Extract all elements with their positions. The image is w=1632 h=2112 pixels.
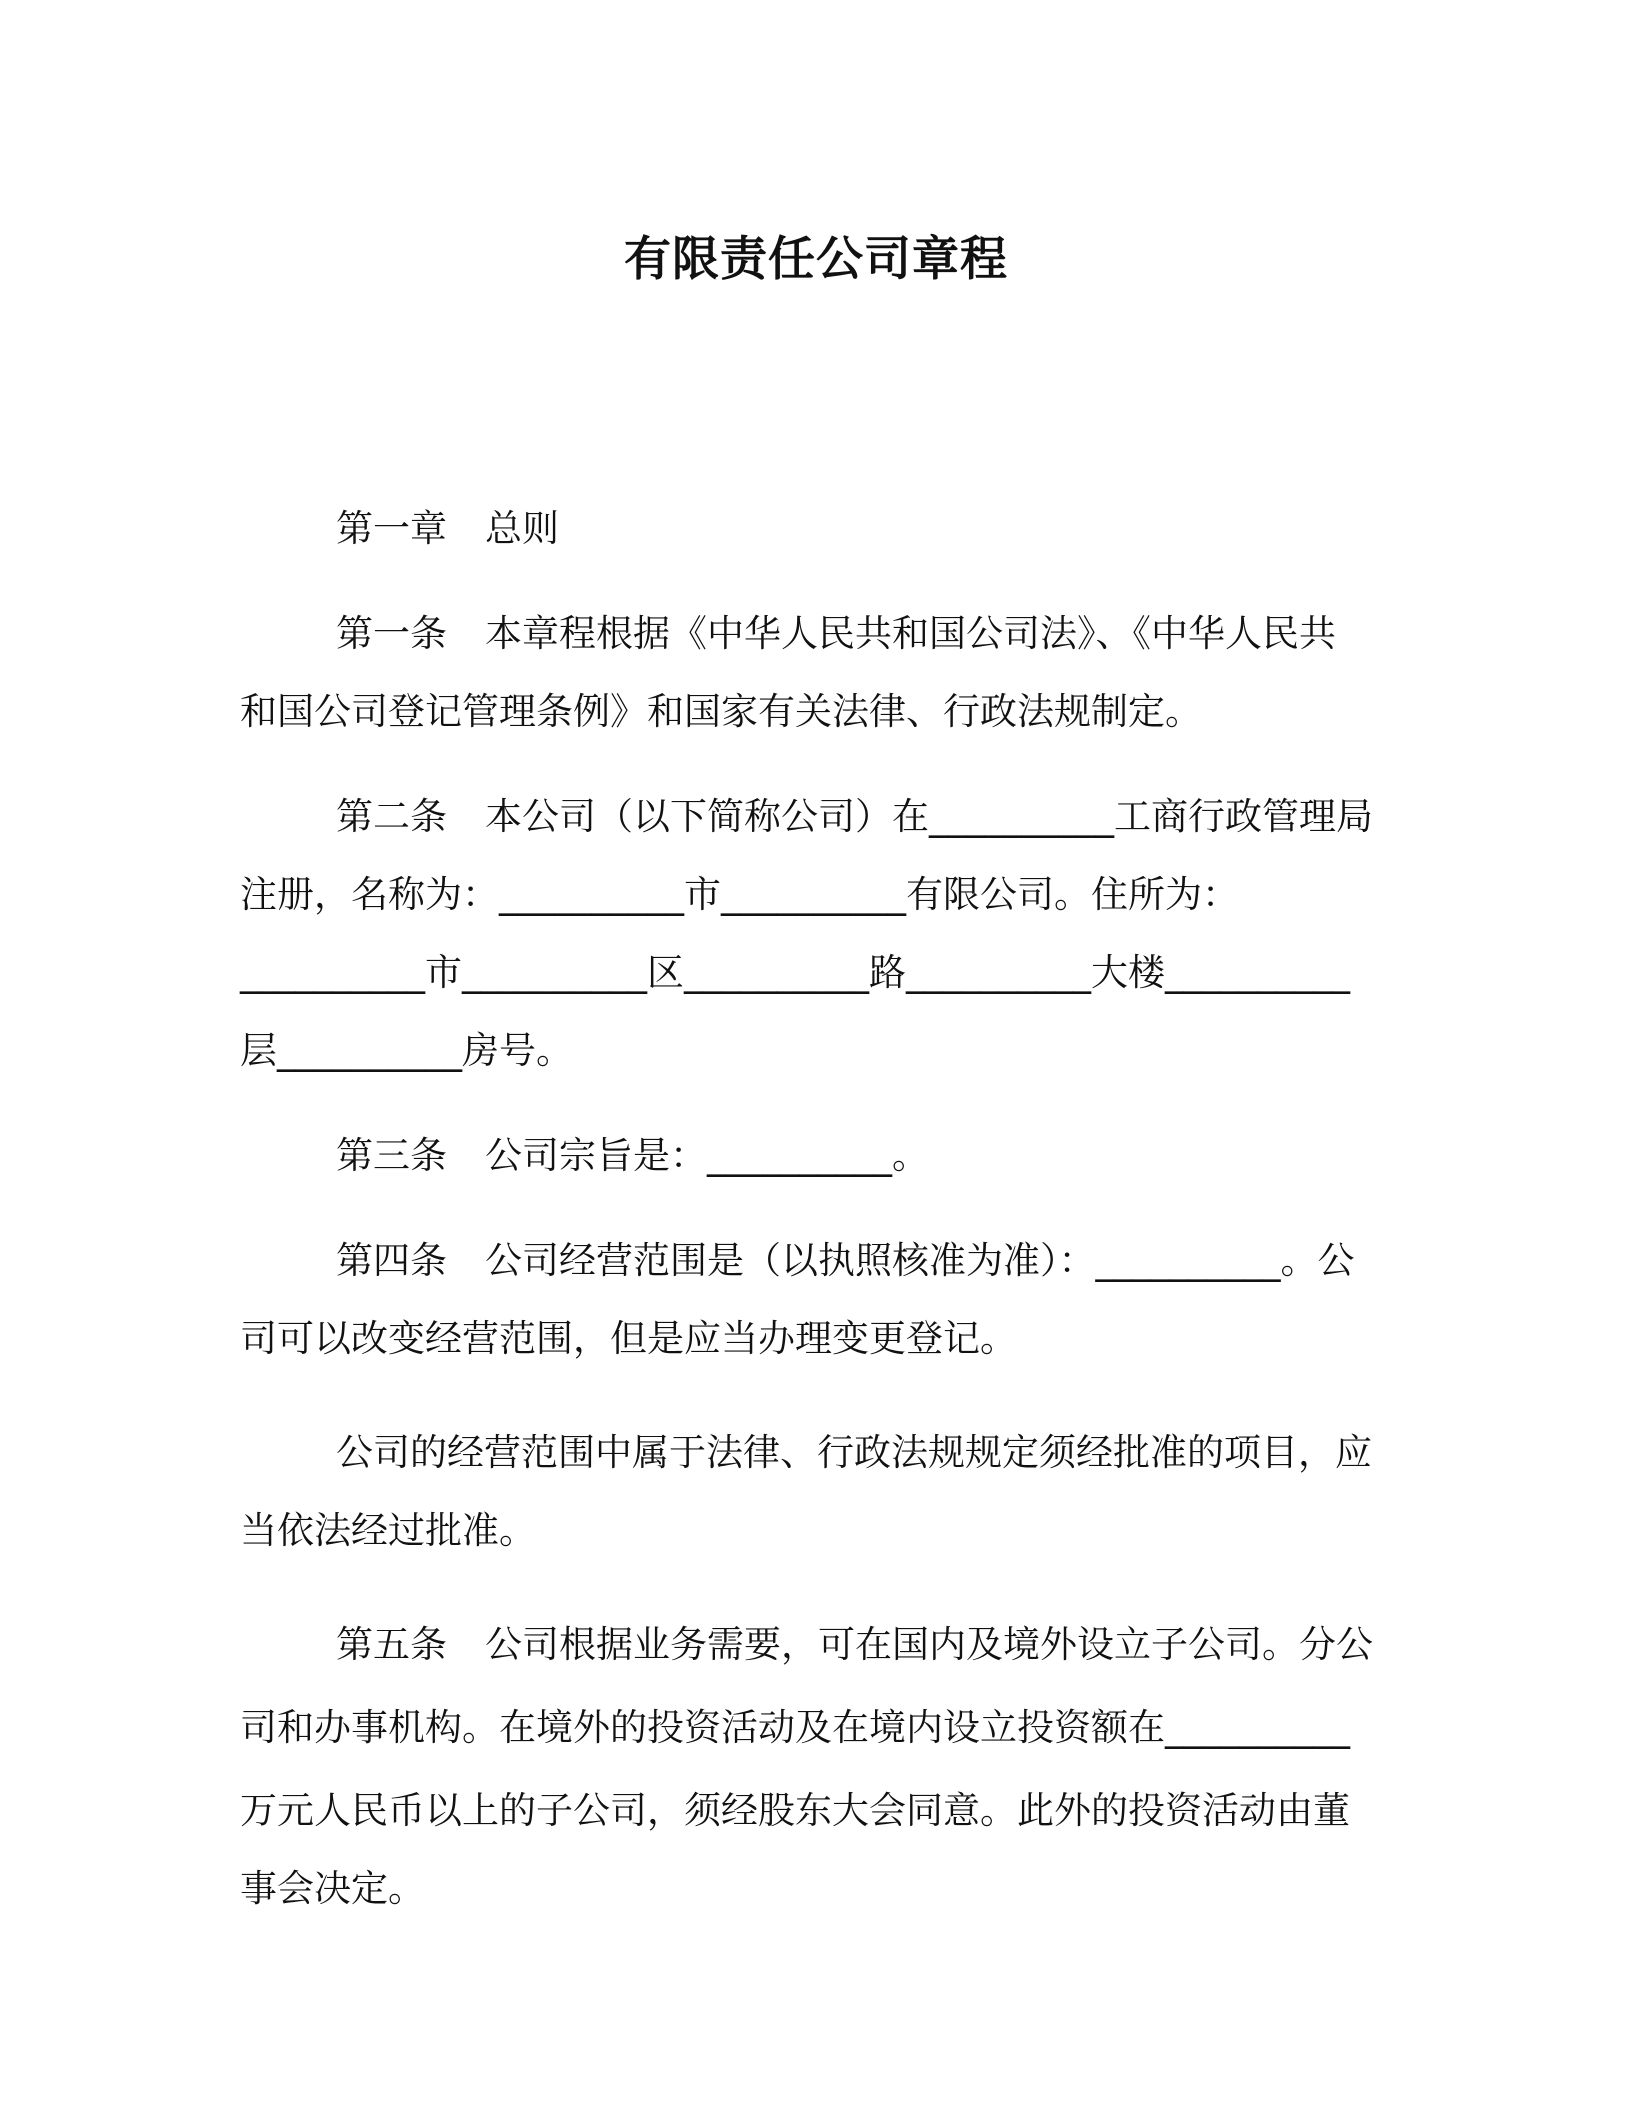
article-line: 司和办事机构。在境外的投资活动及在境内设立投资额在__________ — [240, 1706, 1350, 1749]
chapter-heading — [240, 490, 1370, 568]
article-line: 当依法经过批准。 — [240, 1509, 536, 1552]
article-line: 公司的经营范围中属于法律、行政法规规定须经批准的项目，应 — [336, 1431, 1372, 1474]
document-title: 有限责任公司章程 — [624, 232, 1008, 287]
article-line: 注册，名称为：__________市__________有限公司。住所为： — [240, 873, 1239, 916]
article-label: 第二条 — [336, 795, 447, 838]
article-3 — [240, 1117, 1370, 1195]
article-4 — [240, 1222, 1370, 1378]
chapter-number: 第一章 — [336, 507, 447, 550]
document-body — [240, 490, 1373, 1928]
article-line: 万元人民币以上的子公司，须经股东大会同意。此外的投资活动由董 — [240, 1789, 1350, 1832]
article-line: 事会决定。 — [240, 1867, 425, 1910]
article-line: 层__________房号。 — [240, 1029, 573, 1072]
chapter-name: 总则 — [485, 507, 559, 550]
article-line — [240, 1606, 1373, 1684]
article-label: 第三条 — [336, 1134, 447, 1177]
article-line: 司可以改变经营范围，但是应当办理变更登记。 — [240, 1317, 1017, 1360]
article-label: 第四条 — [336, 1239, 447, 1282]
article-text: 公司经营范围是（以执照核准为准）：__________。公 — [485, 1239, 1355, 1282]
article-text: 本公司（以下简称公司）在__________工商行政管理局 — [485, 795, 1373, 838]
article-label: 第一条 — [336, 612, 447, 655]
article-line: 和国公司登记管理条例》和国家有关法律、行政法规制定。 — [240, 690, 1202, 733]
article-text: 公司宗旨是：__________。 — [485, 1134, 929, 1177]
article-line — [240, 1117, 1370, 1195]
article-text: 公司根据业务需要，可在国内及境外设立子公司。分公 — [485, 1623, 1373, 1666]
article-text: 本章程根据《中华人民共和国公司法》、《中华人民共 — [485, 612, 1336, 655]
article-line: __________市__________区__________路__________大楼__________ — [240, 951, 1350, 994]
article-line — [240, 595, 1370, 673]
article-2 — [240, 778, 1373, 1090]
article-line — [240, 1222, 1370, 1300]
article-5 — [240, 1606, 1373, 1928]
article-label: 第五条 — [336, 1623, 447, 1666]
article-4-paragraph-2 — [240, 1414, 1370, 1570]
article-1 — [240, 595, 1370, 751]
article-line — [240, 778, 1373, 856]
